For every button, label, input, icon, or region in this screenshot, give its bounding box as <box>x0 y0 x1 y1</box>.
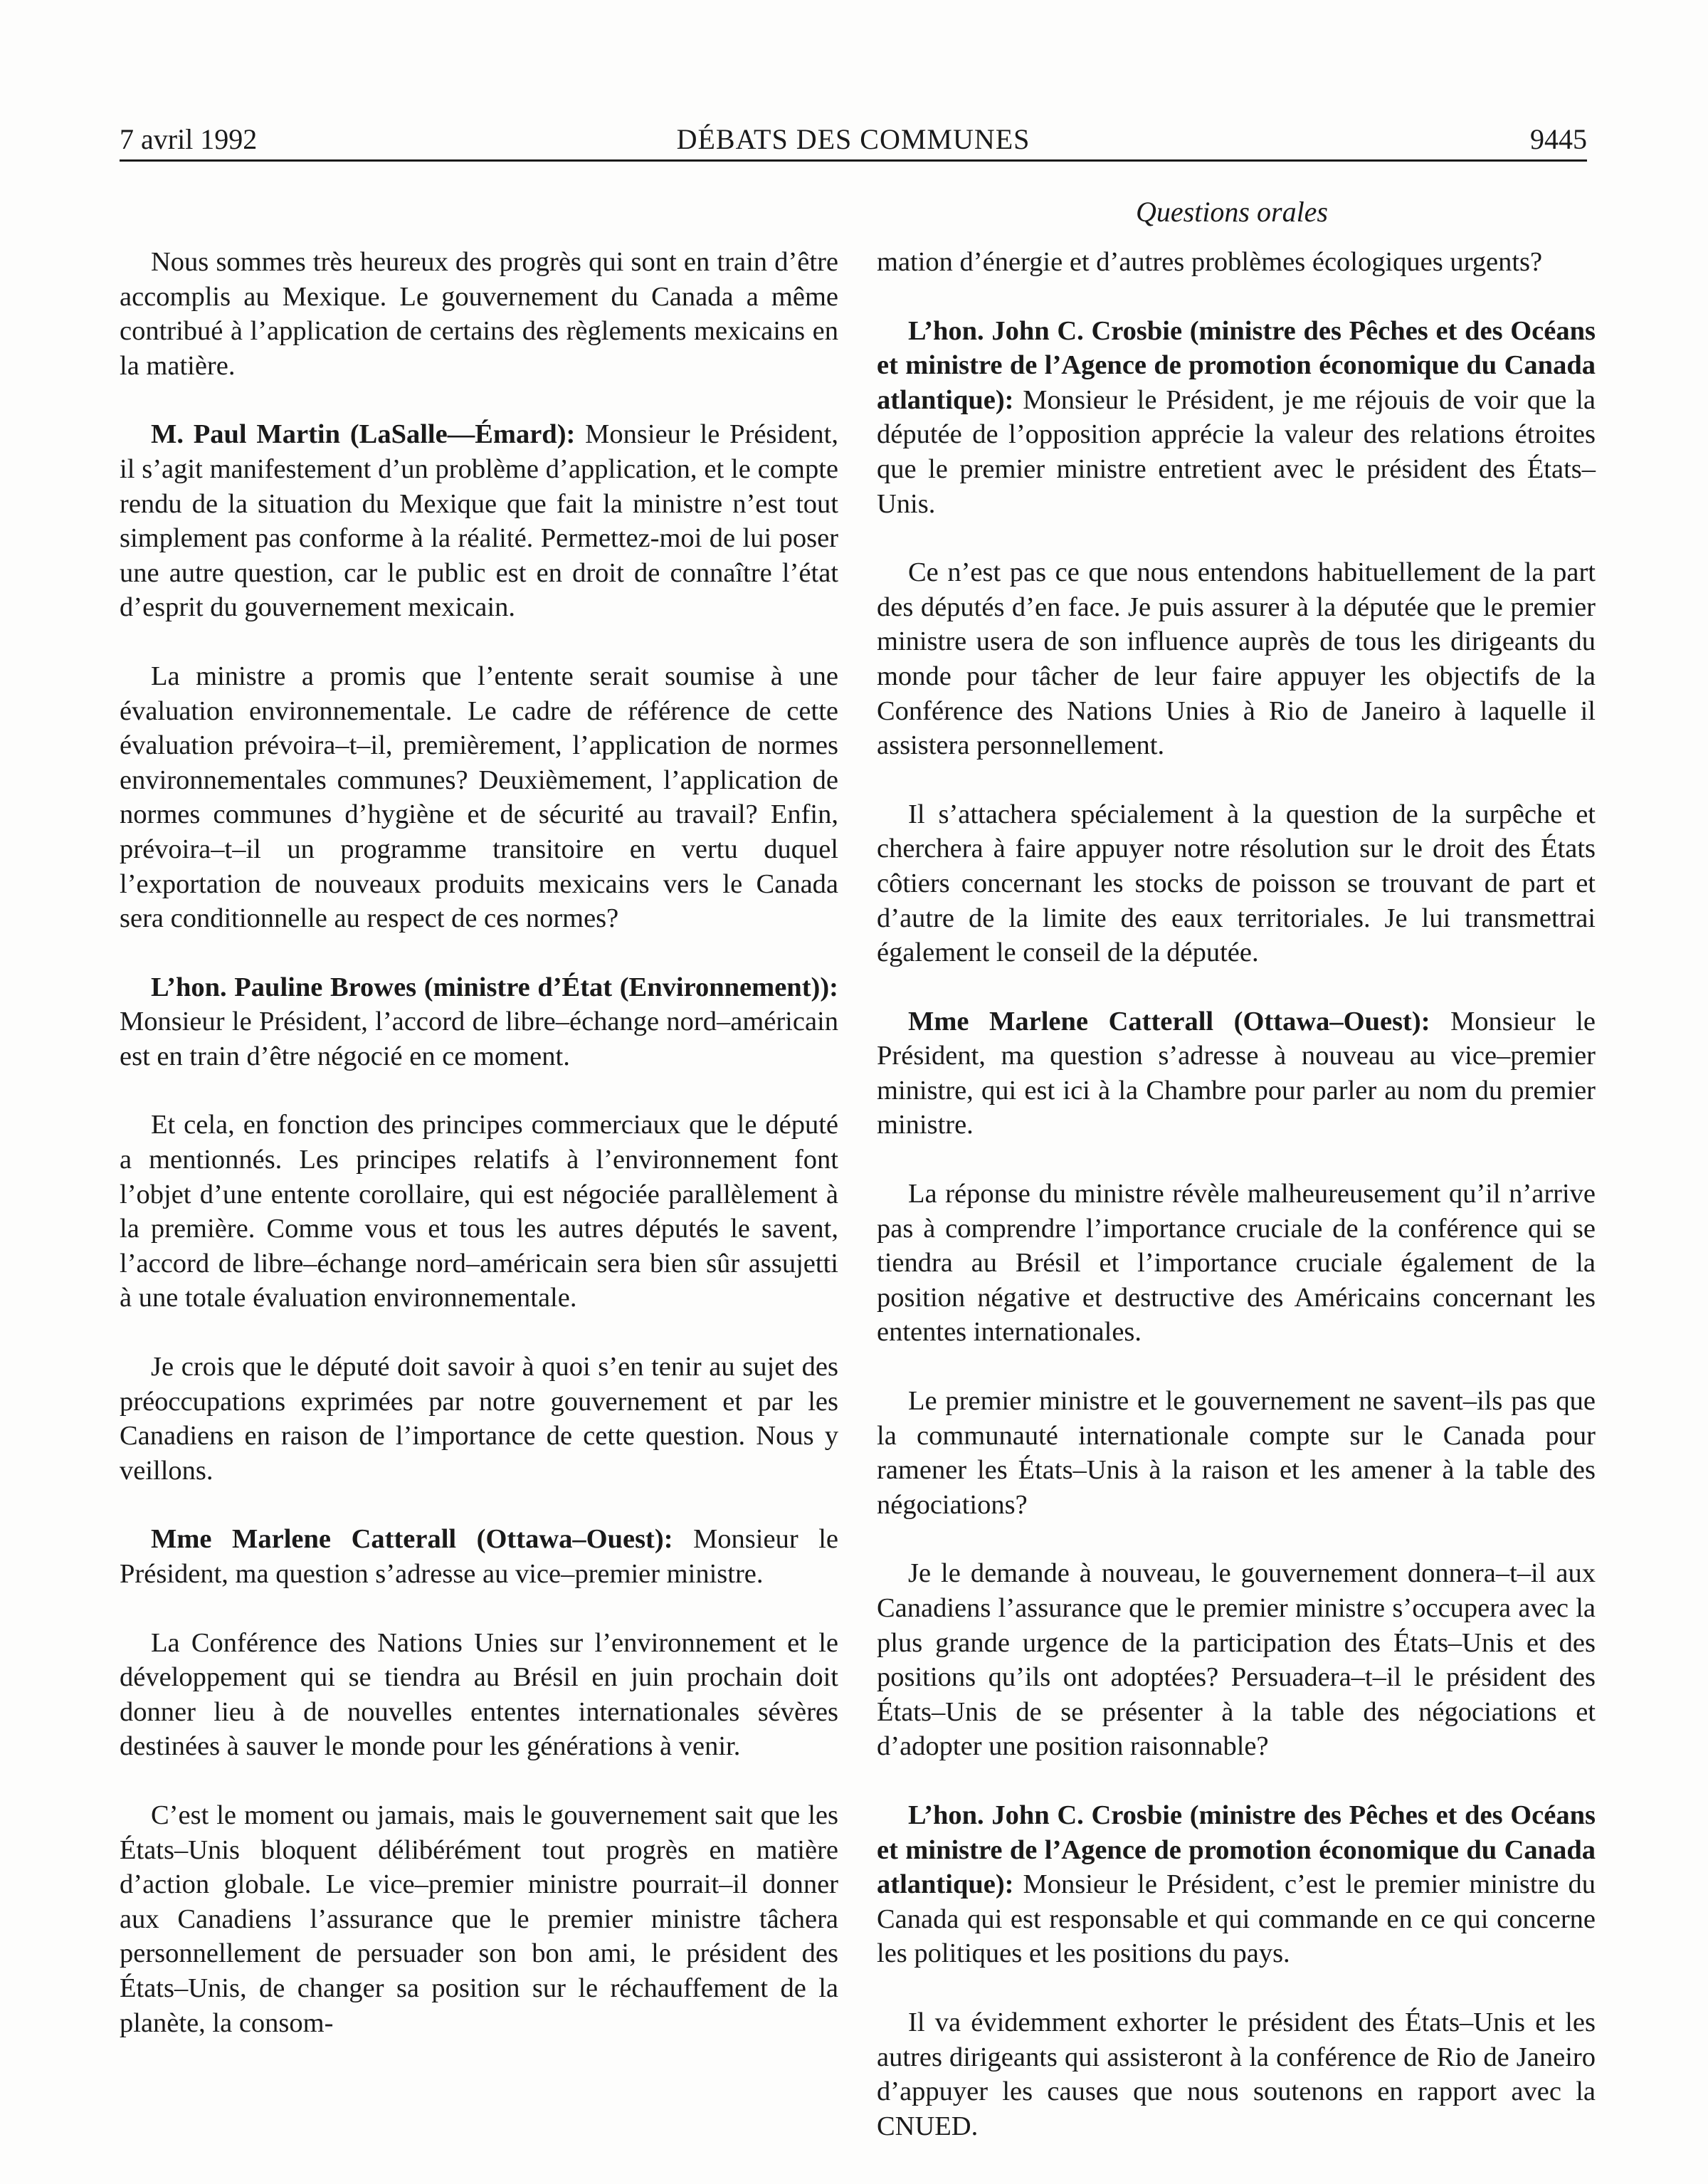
paragraph-text: Monsieur le Président, je me réjouis de voir que la députée de l’opposition apprécie la valeur des relations étroites que le premier ministre entretient avec le président des États–Unis. <box>877 384 1596 519</box>
paragraph <box>877 797 1596 970</box>
paragraph <box>120 1108 838 1316</box>
paragraph <box>877 1177 1596 1350</box>
paragraph <box>877 1384 1596 1522</box>
header-date: 7 avril 1992 <box>120 123 258 155</box>
paragraph-text: mation d’énergie et d’autres problèmes écologiques urgents? <box>877 247 1543 277</box>
paragraph <box>120 970 838 1074</box>
right-column <box>877 245 1596 2143</box>
speaker-name: L’hon. John C. Crosbie (ministre des Pêches et des Océans et ministre de l’Agence de promotion économique du Canada atlantique): <box>877 315 1596 415</box>
paragraph <box>877 1556 1596 1764</box>
paragraph-text: Il va évidemment exhorter le président des États–Unis et les autres dirigeants qui assisteront à la conférence de Rio de Janeiro d’appuyer les causes que nous soutenons en rapport avec la CNUED. <box>877 2007 1596 2141</box>
paragraph-text: Monsieur le Président, ma question s’adresse au vice–premier ministre. <box>120 1524 838 1589</box>
speaker-name: M. Paul Martin (LaSalle—Émard): <box>151 419 576 450</box>
paragraph-text: Je crois que le député doit savoir à quoi s’en tenir au sujet des préoccupations exprimées par notre gouvernement et par les Canadiens en raison de l’importance de cette question. Nous y veillons. <box>120 1352 838 1486</box>
paragraph-text: Ce n’est pas ce que nous entendons habituellement de la part des députés d’en face. Je puis assurer à la députée que le premier ministre usera de son influence auprès de tous les dirigeants du monde pour tâcher de leur faire appuyer les objectifs de la Conférence des Nations Unies à Rio de Janeiro à laquelle il assistera personnellement. <box>877 557 1596 761</box>
section-label: Questions orales <box>1136 196 1328 228</box>
header-page-number: 9445 <box>1530 123 1587 155</box>
paragraph-text: Et cela, en fonction des principes commerciaux que le député a mentionnés. Les principes relatifs à l’environnement font l’objet d’une entente corollaire, qui est négociée parallèlement à la première. Comme vous et tous les autres députés le savent, l’accord de libre–échange nord–américain sera bien sûr assujetti à une totale évaluation environnementale. <box>120 1110 838 1313</box>
paragraph <box>877 245 1596 280</box>
paragraph <box>120 417 838 625</box>
paragraph-text: La ministre a promis que l’entente serait soumise à une évaluation environnementale. Le cadre de référence de cette évaluation prévoira–t–il, premièrement, l’application de normes environnementales communes? Deuxièmement, l’application de normes communes d’hygiène et de sécurité au travail? Enfin, prévoira–t–il un programme transitoire en vertu duquel l’exportation de nouveaux produits mexicains vers le Canada sera conditionnelle au respect de ces normes? <box>120 661 838 934</box>
paragraph <box>120 1798 838 2040</box>
paragraph <box>120 245 838 383</box>
paragraph-text: Il s’attachera spécialement à la question de la surpêche et cherchera à faire appuyer notre résolution sur le droit des États côtiers concernant les stocks de poisson se trouvant de part et d’autre de la limite des eaux territoriales. Je lui transmettrai également le conseil de la députée. <box>877 799 1596 968</box>
paragraph-text: C’est le moment ou jamais, mais le gouvernement sait que les États–Unis bloquent délibérément tout progrès en matière d’action globale. Le vice–premier ministre pourrait–il donner aux Canadiens l’assurance que le premier ministre tâchera personnellement de persuader son bon ami, le président des États–Unis, de changer sa position sur le réchauffement de la planète, la consom- <box>120 1800 838 2038</box>
paragraph-text: Monsieur le Président, il s’agit manifestement d’un problème d’application, et le compte rendu de la situation du Mexique que fait la ministre n’est tout simplement pas conforme à la réalité. Permettez-moi de lui poser une autre question, car le public est en droit de connaître l’état d’esprit du gouvernement mexicain. <box>120 419 838 623</box>
paragraph-text: Monsieur le Président, c’est le premier ministre du Canada qui est responsable et qui commande en ce qui concerne les politiques et les positions du pays. <box>877 1869 1596 1969</box>
paragraph <box>120 1626 838 1764</box>
paragraph <box>877 2005 1596 2143</box>
paragraph <box>120 1522 838 1591</box>
paragraph-text: Je le demande à nouveau, le gouvernement donnera–t–il aux Canadiens l’assurance que le premier ministre s’occupera avec la plus grande urgence de la participation des États–Unis et des positions qu’ils ont adoptées? Persuadera–t–il le président des États–Unis de se présenter à la table des négociations et d’adopter une position raisonnable? <box>877 1558 1596 1762</box>
speaker-name: L’hon. Pauline Browes (ministre d’État (Environnement)): <box>151 972 838 1002</box>
speaker-name: Mme Marlene Catterall (Ottawa–Ouest): <box>908 1006 1430 1036</box>
paragraph <box>120 659 838 936</box>
page-header <box>120 120 1587 159</box>
paragraph-text: Monsieur le Président, ma question s’adresse à nouveau au vice–premier ministre, qui est ici à la Chambre pour parler au nom du premier ministre. <box>877 1006 1596 1140</box>
paragraph-text: Monsieur le Président, l’accord de libre–échange nord–américain est en train d’être négocié en ce moment. <box>120 1007 838 1071</box>
paragraph-text: Nous sommes très heureux des progrès qui sont en train d’être accomplis au Mexique. Le gouvernement du Canada a même contribué à l’application de certains des règlements mexicains en la matière. <box>120 247 838 381</box>
paragraph-text: Le premier ministre et le gouvernement ne savent–ils pas que la communauté internationale compte sur le Canada pour ramener les États–Unis à la raison et les amener à la table des négociations? <box>877 1386 1596 1520</box>
paragraph-text: La Conférence des Nations Unies sur l’environnement et le développement qui se tiendra au Brésil en juin prochain doit donner lieu à de nouvelles ententes internationales sévères destinées à sauver le monde pour les générations à venir. <box>120 1627 838 1762</box>
header-rule <box>120 159 1587 162</box>
paragraph <box>877 314 1596 522</box>
paragraph <box>877 555 1596 763</box>
paragraph <box>120 1350 838 1488</box>
left-column <box>120 245 838 2040</box>
paragraph <box>877 1798 1596 1971</box>
speaker-name: L’hon. John C. Crosbie (ministre des Pêches et des Océans et ministre de l’Agence de promotion économique du Canada atlantique): <box>877 1800 1596 1900</box>
paragraph <box>877 1004 1596 1143</box>
header-title: DÉBATS DES COMMUNES <box>676 123 1030 155</box>
paragraph-text: La réponse du ministre révèle malheureusement qu’il n’arrive pas à comprendre l’importance cruciale de la conférence qui se tiendra au Brésil et l’importance cruciale également de la position négative et destructive des Américains concernant les ententes internationales. <box>877 1179 1596 1348</box>
speaker-name: Mme Marlene Catterall (Ottawa–Ouest): <box>151 1524 673 1555</box>
